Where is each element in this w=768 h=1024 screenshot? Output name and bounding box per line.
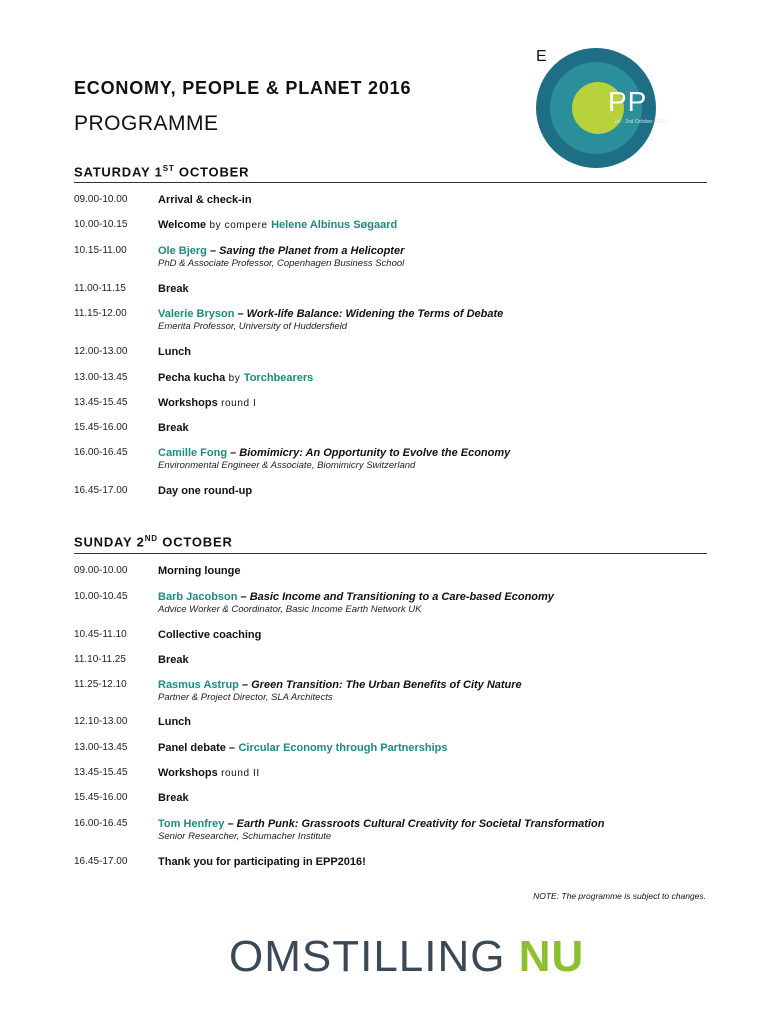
session-description [158, 742, 714, 754]
session-time: 11.15-12.00 [74, 308, 127, 319]
logo-text-16: 16 [655, 86, 689, 117]
talk-title: – Biomimicry: An Opportunity to Evolve the Economy [227, 447, 511, 459]
saturday-rule [74, 182, 707, 183]
session-title: Thank you for participating in EPP2016! [158, 856, 366, 868]
session-time: 16.45-17.00 [74, 485, 128, 496]
session-title: Collective coaching [158, 629, 262, 641]
talk-title: – Work-life Balance: Widening the Terms of Debate [234, 308, 504, 320]
saturday-sup: ST [162, 164, 175, 173]
session-description [158, 856, 714, 868]
session-title: Break [158, 654, 189, 666]
session-title: Arrival & check-in [158, 194, 252, 206]
page-title: ECONOMY, PEOPLE & PLANET 2016 [74, 78, 412, 98]
session-description [158, 629, 714, 641]
omstilling-nu-logo [229, 932, 584, 982]
session-title: Pecha kucha [158, 372, 226, 384]
session-time: 12.00-13.00 [74, 346, 128, 357]
speaker-name: Circular Economy through Partnerships [238, 742, 448, 754]
speaker-name: Rasmus Astrup [158, 679, 239, 691]
session-title: Day one round-up [158, 485, 253, 497]
session-time: 10.00-10.15 [74, 219, 128, 230]
session-title: Panel debate – [158, 742, 236, 754]
session-description [158, 346, 714, 358]
session-title: Lunch [158, 716, 191, 728]
session-description [158, 372, 714, 384]
session-time: 11.10-11.25 [74, 654, 126, 665]
speaker-name: Camille Fong [158, 447, 228, 459]
session-time: 13.00-13.45 [74, 372, 128, 383]
sunday-day: SUNDAY 2 [74, 534, 145, 550]
session-description [158, 485, 714, 497]
speaker-name: Ole Bjerg [158, 245, 207, 257]
session-note: by compere [206, 220, 272, 231]
talk-title: – Green Transition: The Urban Benefits of City Nature [238, 679, 522, 691]
session-description [158, 397, 714, 409]
speaker-affiliation: Environmental Engineer & Associate, Biomimicry Switzerland [158, 460, 416, 471]
session-description [158, 447, 714, 471]
session-description [158, 654, 714, 666]
speaker-name: Helene Albinus Søgaard [271, 219, 398, 231]
logo-letter-e: E [536, 48, 547, 65]
speaker-affiliation: Emerita Professor, University of Huddersfield [158, 321, 348, 332]
session-description [158, 767, 714, 779]
session-title: Break [158, 792, 189, 804]
session-description [158, 792, 714, 804]
saturday-heading [74, 164, 249, 179]
speaker-affiliation: Senior Researcher, Schumacher Institute [158, 831, 332, 842]
session-time: 15.45-16.00 [74, 422, 128, 433]
session-description [158, 422, 714, 434]
sunday-rule [74, 553, 707, 554]
session-time: 16.45-17.00 [74, 856, 128, 867]
speaker-name: Valerie Bryson [158, 308, 235, 320]
session-time: 09.00-10.00 [74, 194, 128, 205]
session-title: Workshops [158, 767, 218, 779]
sunday-heading [74, 534, 233, 549]
session-time: 10.15-11.00 [74, 245, 127, 256]
session-time: 16.00-16.45 [74, 818, 128, 829]
session-description [158, 716, 714, 728]
session-title: Lunch [158, 346, 191, 358]
brand-main: OMSTILLING [229, 932, 519, 981]
session-title: Morning lounge [158, 565, 241, 577]
session-time: 12.10-13.00 [74, 716, 128, 727]
brand-accent: NU [518, 932, 585, 981]
session-time: 13.00-13.45 [74, 742, 128, 753]
talk-title: – Basic Income and Transitioning to a Care-based Economy [237, 591, 554, 603]
session-time: 11.25-12.10 [74, 679, 127, 690]
session-time: 13.45-15.45 [74, 397, 128, 408]
talk-title: – Saving the Planet from a Helicopter [206, 245, 405, 257]
session-description [158, 565, 714, 577]
logo-date: 1st - 2nd October 2016 [614, 119, 666, 125]
session-title: Welcome [158, 219, 207, 231]
session-description [158, 283, 714, 295]
speaker-name: Torchbearers [243, 372, 314, 384]
speaker-affiliation: Advice Worker & Coordinator, Basic Income Earth Network UK [158, 604, 422, 615]
session-time: 09.00-10.00 [74, 565, 128, 576]
session-description [158, 245, 714, 269]
session-description [158, 194, 714, 206]
session-note: round II [217, 768, 260, 779]
session-time: 15.45-16.00 [74, 792, 128, 803]
speaker-name: Tom Henfrey [158, 818, 225, 830]
speaker-affiliation: Partner & Project Director, SLA Architects [158, 692, 333, 703]
talk-title: – Earth Punk: Grassroots Cultural Creativity for Societal Transformation [224, 818, 605, 830]
saturday-day: SATURDAY 1 [74, 164, 163, 180]
logo-text-pp: PP [608, 86, 647, 117]
saturday-month: OCTOBER [174, 164, 250, 180]
session-time: 16.00-16.45 [74, 447, 128, 458]
page-subtitle: PROGRAMME [74, 112, 219, 135]
disclaimer-note: NOTE: The programme is subject to changes. [533, 891, 706, 901]
session-note: round I [217, 398, 257, 409]
session-time: 10.00-10.45 [74, 591, 128, 602]
session-note: by [225, 373, 244, 384]
session-description [158, 679, 714, 703]
sunday-sup: ND [144, 534, 158, 543]
session-description [158, 818, 714, 842]
speaker-name: Barb Jacobson [158, 591, 238, 603]
sunday-month: OCTOBER [157, 534, 233, 550]
session-time: 11.00-11.15 [74, 283, 126, 294]
session-description [158, 591, 714, 615]
logo-text [608, 86, 689, 118]
session-title: Break [158, 422, 189, 434]
session-time: 10.45-11.10 [74, 629, 127, 640]
speaker-affiliation: PhD & Associate Professor, Copenhagen Business School [158, 258, 405, 269]
session-title: Break [158, 283, 189, 295]
session-title: Workshops [158, 397, 218, 409]
session-description [158, 308, 714, 332]
session-time: 13.45-15.45 [74, 767, 128, 778]
session-description [158, 219, 714, 231]
